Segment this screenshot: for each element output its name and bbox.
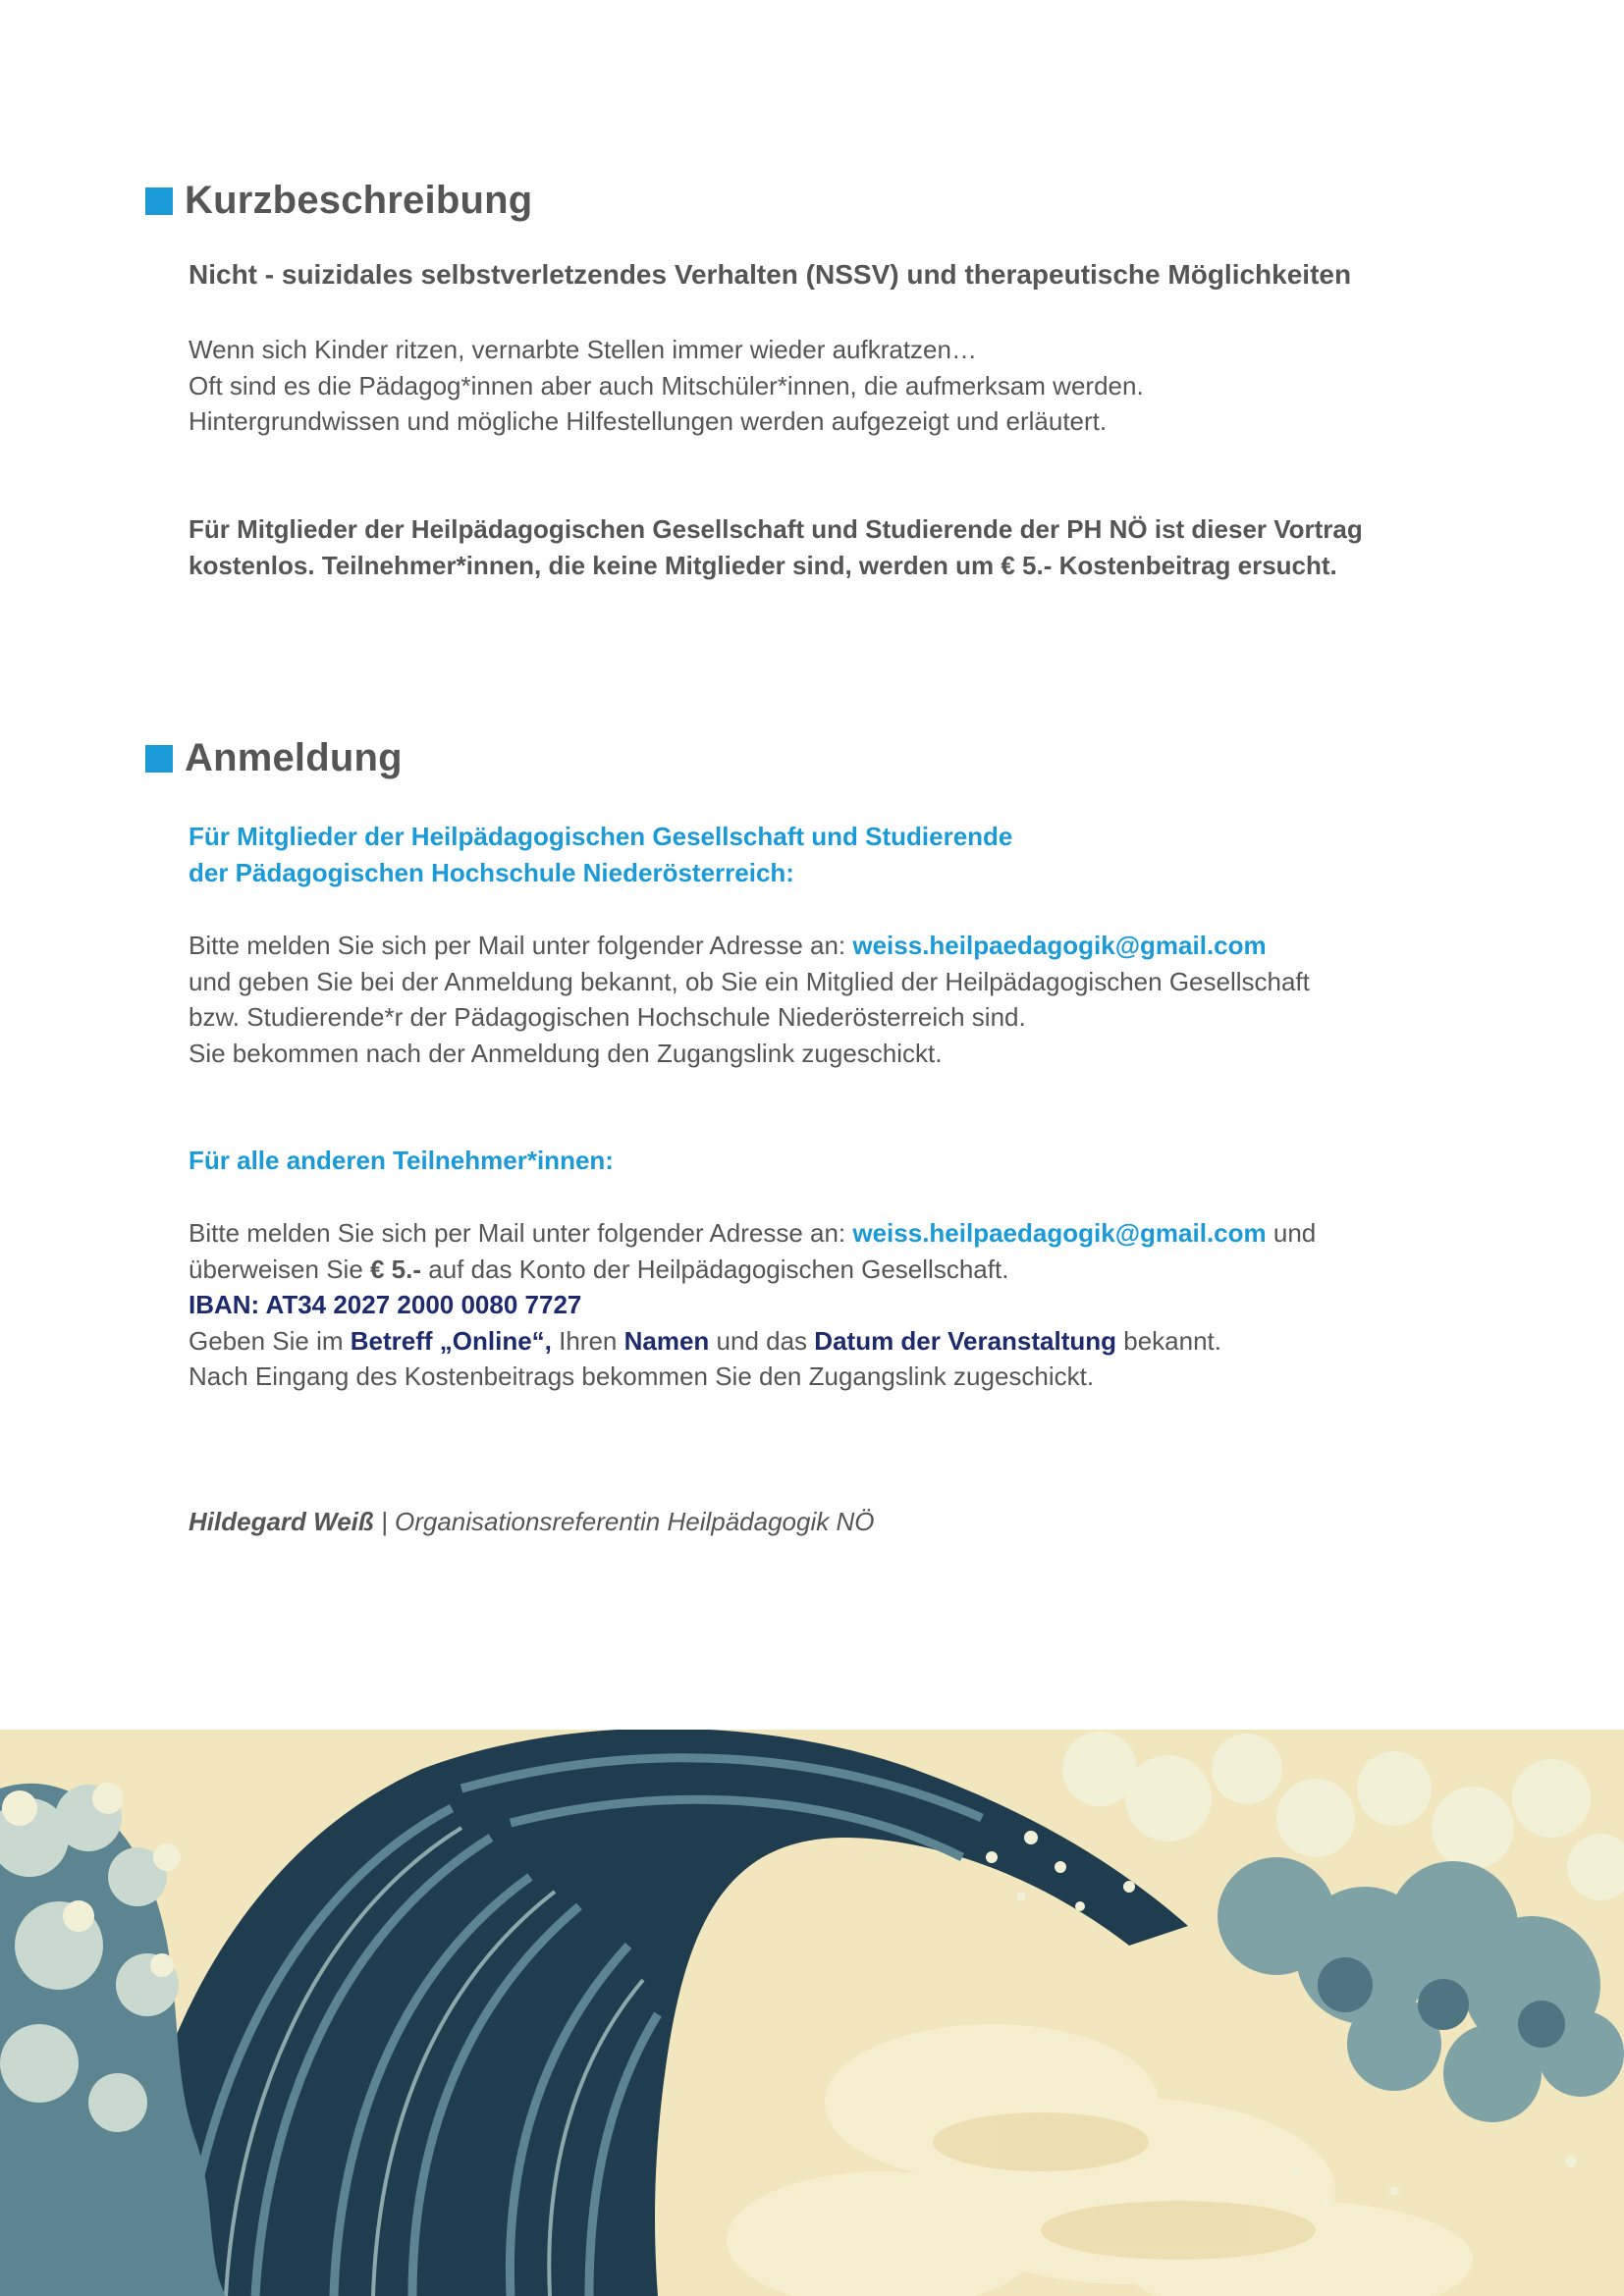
- paragraph-line: Wenn sich Kinder ritzen, vernarbte Stellen immer wieder aufkratzen…: [189, 335, 977, 364]
- datum-highlight: Datum der Veranstaltung: [814, 1325, 1117, 1356]
- heading-square-icon: [145, 187, 173, 215]
- line-text: Bitte melden Sie sich per Mail unter folgender Adresse an:: [189, 931, 853, 960]
- members-title: [189, 819, 1504, 890]
- paragraph-line: [189, 928, 1504, 964]
- paragraph-line: [189, 1215, 1504, 1252]
- line-text: Bitte melden Sie sich per Mail unter folgender Adresse an:: [189, 1218, 853, 1248]
- kurz-paragraph-2: [189, 511, 1504, 583]
- members-instructions: [189, 928, 1504, 1071]
- paragraph-line: Nach Eingang des Kostenbeitrags bekommen Sie den Zugangslink zugeschickt.: [189, 1362, 1095, 1391]
- iban: IBAN: AT34 2027 2000 0080 7727: [189, 1290, 582, 1319]
- email-link[interactable]: weiss.heilpaedagogik@gmail.com: [852, 931, 1267, 960]
- paragraph-line: Oft sind es die Pädagog*innen aber auch Mitschüler*innen, die aufmerksam werden.: [189, 370, 1144, 400]
- line-text: und: [1266, 1218, 1317, 1248]
- line-text: Ihren: [551, 1325, 624, 1356]
- others-instructions: [189, 1215, 1504, 1395]
- section-heading-anmeldung: [145, 736, 403, 780]
- signature-role: Organisationsreferentin Heilpädagogik NÖ: [394, 1507, 875, 1536]
- email-link[interactable]: weiss.heilpaedagogik@gmail.com: [852, 1218, 1267, 1248]
- paragraph-line: Hintergrundwissen und mögliche Hilfestellungen werden aufgezeigt und erläutert.: [189, 406, 1108, 436]
- members-title-line: Für Mitglieder der Heilpädagogischen Gesellschaft und Studierende: [189, 822, 1013, 851]
- great-wave-illustration: [0, 1730, 1624, 2296]
- paragraph-line: Sie bekommen nach der Anmeldung den Zugangslink zugeschickt.: [189, 1038, 943, 1068]
- kurz-paragraph-1: [189, 332, 1504, 440]
- members-title-line: der Pädagogischen Hochschule Niederösterreich:: [189, 857, 794, 887]
- paragraph-line: Für Mitglieder der Heilpädagogischen Gesellschaft und Studierende der PH NÖ ist dieser Vortrag: [189, 514, 1363, 544]
- paragraph-line: [189, 1252, 1504, 1288]
- others-title: [189, 1143, 1504, 1179]
- heading-square-icon: [145, 745, 173, 773]
- kurz-subtitle: Nicht - suizidales selbstverletzendes Verhalten (NSSV) und therapeutische Möglichkeiten: [189, 259, 1352, 290]
- heading-text: Anmeldung: [185, 736, 403, 779]
- section-heading-kurzbeschreibung: [145, 179, 532, 223]
- line-text: überweisen Sie: [189, 1254, 370, 1284]
- paragraph-line: [189, 1323, 1504, 1360]
- signature-name: Hildegard Weiß: [189, 1507, 374, 1536]
- paragraph-line: bzw. Studierende*r der Pädagogischen Hochschule Niederösterreich sind.: [189, 1002, 1026, 1032]
- heading-text: Kurzbeschreibung: [185, 179, 533, 222]
- line-text: bekannt.: [1116, 1325, 1222, 1356]
- signature-line: [189, 1504, 1504, 1540]
- amount: € 5.-: [370, 1254, 422, 1284]
- signature: [189, 1504, 1504, 1540]
- namen-highlight: Namen: [623, 1325, 710, 1356]
- betreff-highlight: Betreff „Online“,: [350, 1325, 552, 1356]
- line-text: auf das Konto der Heilpädagogischen Gesellschaft.: [421, 1254, 1009, 1284]
- signature-separator: |: [373, 1507, 395, 1536]
- paragraph-line: kostenlos. Teilnehmer*innen, die keine Mitglieder sind, werden um € 5.- Kostenbeitrag ersucht.: [189, 550, 1337, 580]
- line-text: Geben Sie im: [189, 1325, 351, 1356]
- kurz-subtitle-block: [189, 257, 1504, 294]
- others-title-line: Für alle anderen Teilnehmer*innen:: [189, 1146, 614, 1175]
- line-text: und das: [709, 1325, 815, 1356]
- paragraph-line: und geben Sie bei der Anmeldung bekannt, ob Sie ein Mitglied der Heilpädagogischen Gesellschaft: [189, 966, 1310, 996]
